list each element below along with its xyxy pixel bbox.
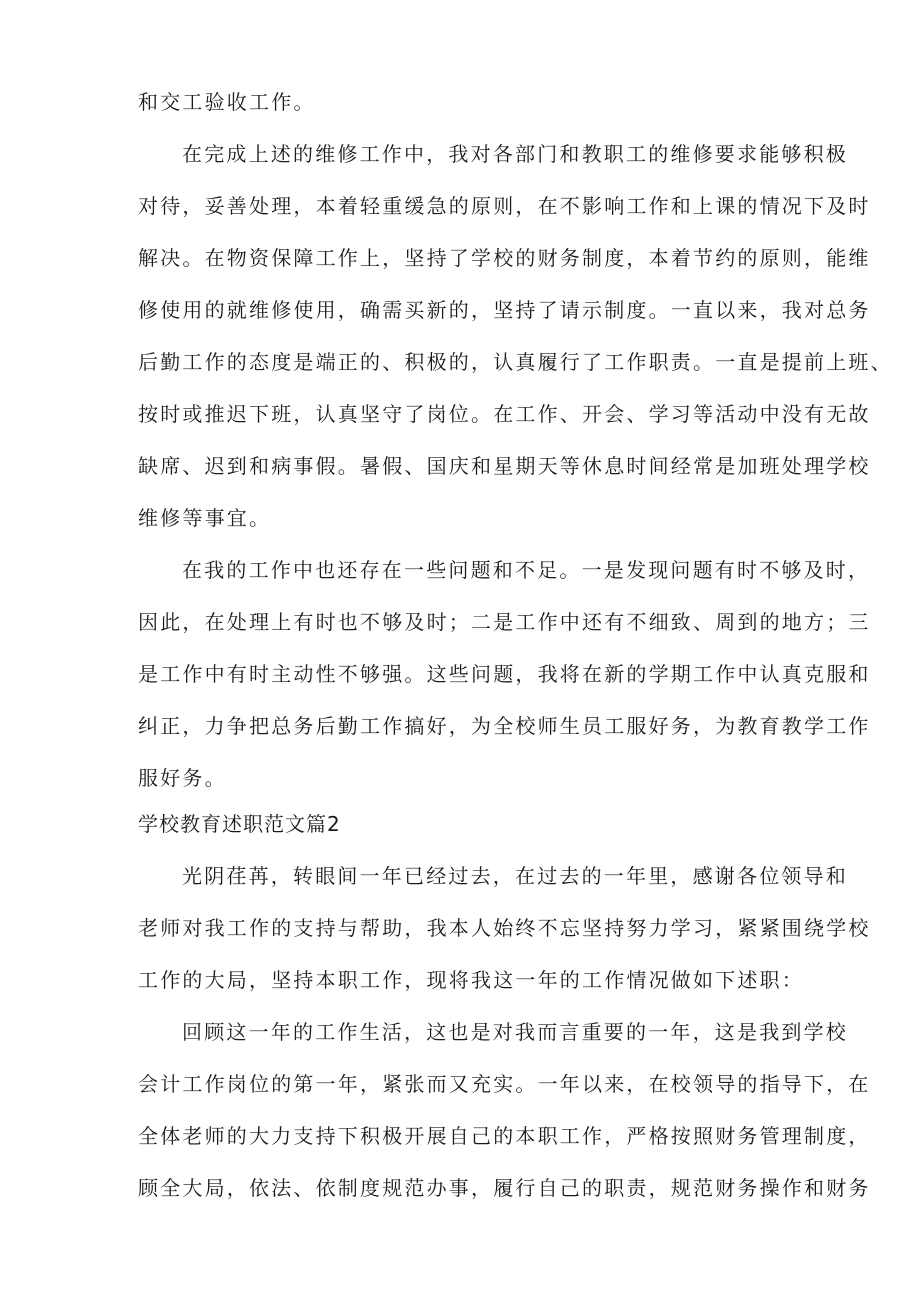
paragraph-start: 光阴荏苒，转眼间一年已经过去，在过去的一年里，感谢各位领导和 (182, 864, 848, 888)
text-line: 后勤工作的态度是端正的、积极的，认真履行了工作职责。一直是提前上班、 (138, 350, 893, 374)
text-line: 服好务。 (138, 766, 227, 790)
text-line: 工作的大局，坚持本职工作，现将我这一年的工作情况做如下述职： (138, 968, 804, 992)
section-heading: 学校教育述职范文篇2 (138, 812, 341, 836)
text-line: 顾全大局，依法、依制度规范办事，履行自己的职责，规范财务操作和财务 (138, 1176, 871, 1200)
paragraph-start: 回顾这一年的工作生活，这也是对我而言重要的一年，这是我到学校 (182, 1020, 848, 1044)
paragraph-start: 在完成上述的维修工作中，我对各部门和教职工的维修要求能够积极 (182, 142, 848, 166)
text-line: 按时或推迟下班，认真坚守了岗位。在工作、开会、学习等活动中没有无故 (138, 402, 871, 426)
text-line: 纠正，力争把总务后勤工作搞好，为全校师生员工服好务，为教育教学工作 (138, 714, 871, 738)
text-line: 是工作中有时主动性不够强。这些问题，我将在新的学期工作中认真克服和 (138, 662, 871, 686)
text-line: 对待，妥善处理，本着轻重缓急的原则，在不影响工作和上课的情况下及时 (138, 194, 871, 218)
text-line: 缺席、迟到和病事假。暑假、国庆和星期天等休息时间经常是加班处理学校 (138, 454, 871, 478)
text-line: 和交工验收工作。 (138, 90, 316, 114)
text-line: 会计工作岗位的第一年，紧张而又充实。一年以来，在校领导的指导下，在 (138, 1072, 871, 1096)
paragraph-start: 在我的工作中也还存在一些问题和不足。一是发现问题有时不够及时， (182, 558, 871, 582)
text-line: 维修等事宜。 (138, 506, 272, 530)
text-line: 解决。在物资保障工作上，坚持了学校的财务制度，本着节约的原则，能维 (138, 246, 871, 270)
text-line: 修使用的就维修使用，确需买新的，坚持了请示制度。一直以来，我对总务 (138, 298, 871, 322)
document-page (138, 90, 893, 1200)
text-line: 因此，在处理上有时也不够及时；二是工作中还有不细致、周到的地方；三 (138, 610, 871, 634)
text-line: 老师对我工作的支持与帮助，我本人始终不忘坚持努力学习，紧紧围绕学校 (138, 916, 871, 940)
text-line: 全体老师的大力支持下积极开展自己的本职工作，严格按照财务管理制度， (138, 1124, 871, 1148)
